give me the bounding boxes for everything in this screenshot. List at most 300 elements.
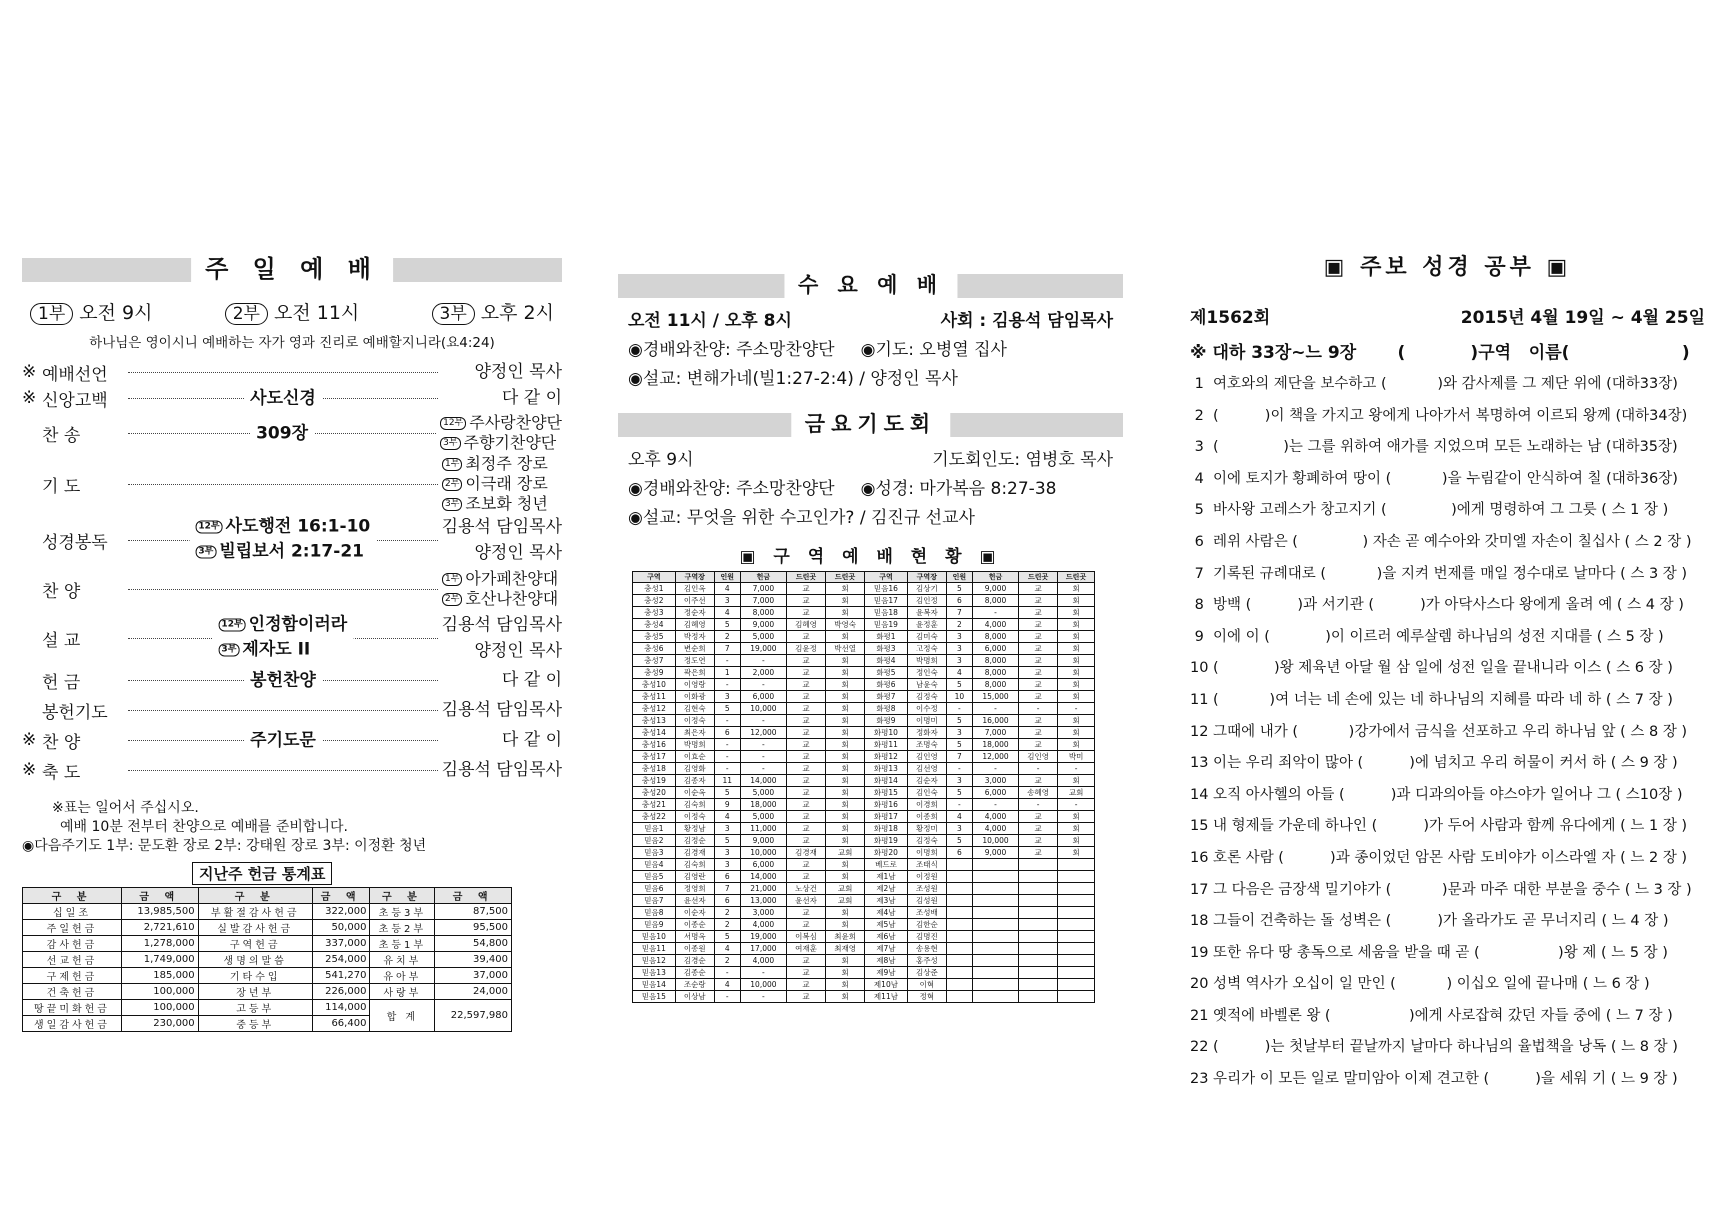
district-cell: 6 xyxy=(714,727,740,739)
district-row xyxy=(633,667,1095,679)
offering-row xyxy=(23,920,512,936)
district-cell: 21,000 xyxy=(740,883,786,895)
district-cell: 박영숙 xyxy=(826,619,865,631)
district-cell: 충성14 xyxy=(633,727,676,739)
district-cell xyxy=(1058,919,1095,931)
district-cell: 7 xyxy=(946,607,972,619)
district-cell: 충성17 xyxy=(633,751,676,763)
offering-cell: 십일조 xyxy=(23,904,122,920)
district-cell: 5 xyxy=(946,739,972,751)
district-cell: 10,000 xyxy=(740,847,786,859)
district-cell: 송용현 xyxy=(907,943,946,955)
district-cell xyxy=(972,859,1018,871)
district-cell: 김한순 xyxy=(907,919,946,931)
district-cell: 4,000 xyxy=(740,955,786,967)
district-header: 구역 xyxy=(633,572,676,583)
district-cell: 제6남 xyxy=(865,931,908,943)
district-cell xyxy=(1019,955,1058,967)
question-item: 8 방백 ( )과 서기관 ( )가 아닥사스다 왕에게 올려 예 ( 스 4 장 ) xyxy=(1190,597,1684,614)
district-cell: 회 xyxy=(826,607,865,619)
leader-text: 아가페찬양대 xyxy=(465,569,559,588)
district-cell: 화평5 xyxy=(865,667,908,679)
offering-cell: 유치부 xyxy=(370,952,435,968)
order-label: 봉헌기도 xyxy=(42,702,108,723)
district-cell: 회 xyxy=(1058,715,1095,727)
district-cell: 3,000 xyxy=(972,775,1018,787)
district-cell: - xyxy=(714,751,740,763)
offering-cell: 13,985,500 xyxy=(121,904,198,920)
district-cell: 회 xyxy=(1058,607,1095,619)
district-cell: 믿음8 xyxy=(633,907,676,919)
order-leader xyxy=(442,697,562,723)
leader-name xyxy=(442,474,562,494)
district-cell: - xyxy=(972,763,1018,775)
district-header: 드린곳 xyxy=(1019,572,1058,583)
leader-dots xyxy=(128,423,436,444)
district-cell: 김인정 xyxy=(907,595,946,607)
district-cell: 충성4 xyxy=(633,619,676,631)
district-cell: 회 xyxy=(826,919,865,931)
district-cell: 회 xyxy=(826,955,865,967)
question-item: 13 이는 우리 죄악이 많아 ( )에 넘치고 우리 허물이 커서 하 ( 스 9 장 ) xyxy=(1190,755,1678,772)
sunday-title: 주 일 예 배 xyxy=(191,254,393,284)
district-row xyxy=(633,691,1095,703)
order-item: 사도신경 xyxy=(244,383,322,408)
district-cell: 박명희 xyxy=(907,655,946,667)
district-row xyxy=(633,871,1095,883)
question-item: 10 ( )왕 제육년 아달 월 삼 일에 성전 일을 끝내니라 이스 ( 스 6 장 ) xyxy=(1190,660,1673,677)
district-cell: 교 xyxy=(1019,631,1058,643)
offering-cell: 50,000 xyxy=(312,920,370,936)
district-cell: 김경순 xyxy=(675,955,714,967)
offering-cell: 건축헌금 xyxy=(23,984,122,1000)
issue-date: 2015년 4월 19일 ~ 4월 25일 xyxy=(1460,308,1705,328)
district-cell: 1 xyxy=(714,667,740,679)
district-cell: 화평17 xyxy=(865,811,908,823)
order-mark: ※ xyxy=(22,362,37,382)
offering-cell: 337,000 xyxy=(312,936,370,952)
order-leader xyxy=(442,727,562,753)
district-cell: 교 xyxy=(1019,679,1058,691)
district-cell: 이혁 xyxy=(907,979,946,991)
wednesday-choir: ◉경배와찬양: 주소망찬양단 xyxy=(628,340,835,360)
order-row xyxy=(22,385,562,411)
leader-dots xyxy=(128,516,438,562)
district-cell: 8,000 xyxy=(972,679,1018,691)
district-cell: 17,000 xyxy=(740,943,786,955)
order-label: 찬 송 xyxy=(42,425,81,446)
district-cell: 회 xyxy=(826,703,865,715)
district-cell: 김명진 xyxy=(907,931,946,943)
order-mark: ※ xyxy=(22,388,37,408)
district-cell xyxy=(1019,931,1058,943)
district-cell: 제8남 xyxy=(865,955,908,967)
district-cell: 송혜영 xyxy=(1019,787,1058,799)
district-row xyxy=(633,715,1095,727)
district-cell: 충성18 xyxy=(633,763,676,775)
district-cell: 이순옥 xyxy=(675,787,714,799)
district-cell: 교 xyxy=(786,727,825,739)
district-cell xyxy=(1019,907,1058,919)
district-cell: 곽은희 xyxy=(675,667,714,679)
district-cell: 6,000 xyxy=(972,787,1018,799)
district-cell: - xyxy=(972,799,1018,811)
district-cell: 18,000 xyxy=(972,739,1018,751)
leader-name xyxy=(442,569,562,589)
district-cell: 정도연 xyxy=(675,655,714,667)
district-title: ▣ 구 역 예 배 현 황 ▣ xyxy=(739,547,1002,567)
question-item: 1 여호와의 제단을 보수하고 ( )와 감사제를 그 제단 위에 (대하33장) xyxy=(1190,376,1678,392)
district-cell: 13,000 xyxy=(740,895,786,907)
order-item xyxy=(195,537,370,562)
question-item: 6 레위 사람은 ( ) 자손 곧 예수아와 갓미엘 자손이 칠십사 ( 스 2 장 ) xyxy=(1190,533,1692,550)
district-row xyxy=(633,787,1095,799)
district-cell: 제2남 xyxy=(865,883,908,895)
district-header: 인원 xyxy=(946,572,972,583)
district-cell: 10,000 xyxy=(740,703,786,715)
friday-time-row xyxy=(628,445,1113,470)
district-row xyxy=(633,835,1095,847)
district-cell xyxy=(1019,919,1058,931)
district-cell: - xyxy=(740,991,786,1003)
district-cell: 교 xyxy=(786,703,825,715)
order-mark: ※ xyxy=(22,730,37,750)
offering-row xyxy=(23,968,512,984)
district-cell: 교회 xyxy=(826,883,865,895)
order-row xyxy=(22,567,562,611)
district-cell: 회 xyxy=(1058,811,1095,823)
district-row xyxy=(633,727,1095,739)
leader-name xyxy=(442,454,562,474)
order-item-text: 인정함이러라 xyxy=(248,614,348,635)
district-cell: 제5남 xyxy=(865,919,908,931)
district-cell xyxy=(1058,979,1095,991)
leader-dots xyxy=(128,371,438,373)
district-cell: 충성3 xyxy=(633,607,676,619)
district-cell: 회 xyxy=(826,811,865,823)
district-cell: 황정미 xyxy=(907,823,946,835)
district-cell: 18,000 xyxy=(740,799,786,811)
district-cell: 김순자 xyxy=(907,775,946,787)
district-cell xyxy=(946,991,972,1003)
offering-cell: 24,000 xyxy=(435,984,512,1000)
district-cell: 충성2 xyxy=(633,595,676,607)
offering-cell: 생명의말씀 xyxy=(198,952,312,968)
district-cell: 김영화 xyxy=(675,763,714,775)
district-cell xyxy=(1019,859,1058,871)
leader-name: 김용석 담임목사 xyxy=(441,615,562,635)
district-header: 드린곳 xyxy=(786,572,825,583)
leader-text: 최정주 장로 xyxy=(465,454,548,473)
district-cell: - xyxy=(1019,799,1058,811)
district-cell: 4 xyxy=(714,811,740,823)
district-cell: 제7남 xyxy=(865,943,908,955)
district-cell: 7,000 xyxy=(972,727,1018,739)
order-item-group xyxy=(189,512,376,562)
district-cell: 이종원 xyxy=(675,943,714,955)
question-item: 11 ( )여 너는 네 손에 있는 네 하나님의 지혜를 따라 네 하 ( 스 7 장 ) xyxy=(1190,691,1673,708)
offering-cell: 생일감사헌금 xyxy=(23,1016,122,1032)
offering-header: 구 분 xyxy=(23,888,122,904)
friday-title: 금요기도회 xyxy=(791,409,950,439)
note-stand: ※표는 일어서 주십시오. xyxy=(52,800,199,816)
part-tag: 3부 xyxy=(218,643,239,656)
district-row xyxy=(633,907,1095,919)
district-cell: 정순자 xyxy=(675,607,714,619)
district-cell: - xyxy=(1019,703,1058,715)
offering-cell: 땅끝미화헌금 xyxy=(23,1000,122,1016)
district-cell: 믿음15 xyxy=(633,991,676,1003)
district-cell: 화평20 xyxy=(865,847,908,859)
district-cell: 김종자 xyxy=(675,775,714,787)
district-cell: 제3남 xyxy=(865,895,908,907)
district-cell: 6 xyxy=(714,895,740,907)
district-cell: 4,000 xyxy=(972,811,1018,823)
notes xyxy=(22,799,562,856)
district-cell: 믿음6 xyxy=(633,883,676,895)
district-cell: 김윤정 xyxy=(786,643,825,655)
district-cell: 화평14 xyxy=(865,775,908,787)
district-cell: 충성16 xyxy=(633,739,676,751)
district-cell: 회 xyxy=(826,859,865,871)
district-cell: 화평3 xyxy=(865,643,908,655)
offering-cell: 구제헌금 xyxy=(23,968,122,984)
offering-cell: 254,000 xyxy=(312,952,370,968)
district-cell: 3 xyxy=(714,691,740,703)
district-cell: 4 xyxy=(946,667,972,679)
order-leader xyxy=(442,385,562,411)
district-cell: 5 xyxy=(946,835,972,847)
sunday-header xyxy=(22,254,562,284)
district-cell: 이수정 xyxy=(907,703,946,715)
question-item: 12 그때에 내가 ( )강가에서 금식을 선포하고 우리 하나님 앞 ( 스 8 장 ) xyxy=(1190,723,1688,740)
offering-header: 금 액 xyxy=(121,888,198,904)
order-leader xyxy=(440,413,562,453)
district-row xyxy=(633,943,1095,955)
district-row xyxy=(633,583,1095,595)
order-item xyxy=(218,635,347,660)
order-row xyxy=(22,755,562,785)
district-cell: 교 xyxy=(1019,823,1058,835)
leader-name xyxy=(440,433,562,453)
district-cell: 회 xyxy=(1058,847,1095,859)
district-cell: 김혜영 xyxy=(675,619,714,631)
district-cell: 김숙희 xyxy=(675,859,714,871)
service-2: 2부 오전 11시 xyxy=(225,298,360,325)
district-cell: 충성11 xyxy=(633,691,676,703)
offering-cell: 부활절감사헌금 xyxy=(198,904,312,920)
order-leader xyxy=(442,514,562,566)
district-cell: 교 xyxy=(786,799,825,811)
offering-cell: 감사헌금 xyxy=(23,936,122,952)
district-cell: 6,000 xyxy=(972,643,1018,655)
leader-dots xyxy=(128,670,438,691)
district-cell: 화평11 xyxy=(865,739,908,751)
district-cell: 7,000 xyxy=(740,583,786,595)
district-cell: 교 xyxy=(786,835,825,847)
district-cell: 박선열 xyxy=(826,643,865,655)
district-cell: 교 xyxy=(786,775,825,787)
leader-name: 양정인 목사 xyxy=(474,641,562,661)
district-cell: 5 xyxy=(946,715,972,727)
district-row xyxy=(633,967,1095,979)
wednesday-time-row xyxy=(628,306,1113,331)
district-cell xyxy=(946,871,972,883)
district-cell: 교회 xyxy=(826,895,865,907)
district-cell: 회 xyxy=(826,583,865,595)
district-cell: 김혜영 xyxy=(786,619,825,631)
district-cell: 화평18 xyxy=(865,823,908,835)
offering-header: 금 액 xyxy=(312,888,370,904)
offering-row xyxy=(23,936,512,952)
district-cell: 믿음3 xyxy=(633,847,676,859)
district-cell: 교 xyxy=(786,991,825,1003)
part-tag: 2부 xyxy=(442,593,462,606)
offering-cell: 95,500 xyxy=(435,920,512,936)
district-row xyxy=(633,631,1095,643)
wednesday-header xyxy=(618,270,1123,300)
friday-header xyxy=(618,409,1123,439)
part-tag: 12부 xyxy=(440,417,466,430)
district-cell: 교 xyxy=(786,679,825,691)
district-cell: 회 xyxy=(826,907,865,919)
district-cell: 믿음7 xyxy=(633,895,676,907)
district-cell: - xyxy=(740,751,786,763)
leader-dots xyxy=(128,614,438,660)
offering-cell: 구역헌금 xyxy=(198,936,312,952)
district-cell: 회 xyxy=(826,655,865,667)
order-leader xyxy=(442,359,562,385)
district-cell: 이상남 xyxy=(675,991,714,1003)
district-cell: 김인숙 xyxy=(907,787,946,799)
leader-name xyxy=(440,413,562,433)
district-cell: 회 xyxy=(826,595,865,607)
district-cell: 6 xyxy=(946,847,972,859)
offering-row xyxy=(23,984,512,1000)
district-cell: 베드로 xyxy=(865,859,908,871)
district-cell: 서명옥 xyxy=(675,931,714,943)
question-item: 20 성벽 역사가 오십이 일 만인 ( ) 이십오 일에 끝나매 ( 느 6 장 ) xyxy=(1190,976,1650,993)
district-cell: 7,000 xyxy=(740,595,786,607)
part-tag: 12부 xyxy=(218,618,245,631)
district-cell: 김정순 xyxy=(675,835,714,847)
district-cell: 교 xyxy=(786,691,825,703)
district-cell: 김경재 xyxy=(786,847,825,859)
district-cell: 이주선 xyxy=(675,595,714,607)
leader-dots xyxy=(128,483,438,485)
district-cell: - xyxy=(972,703,1018,715)
district-row xyxy=(633,607,1095,619)
offering-cell: 22,597,980 xyxy=(435,1000,512,1032)
district-cell: - xyxy=(1058,799,1095,811)
district-cell: - xyxy=(714,655,740,667)
district-cell: 정혁 xyxy=(907,991,946,1003)
district-cell: 교 xyxy=(786,607,825,619)
district-cell: 화평15 xyxy=(865,787,908,799)
district-row xyxy=(633,931,1095,943)
district-cell: 2 xyxy=(714,907,740,919)
district-cell: 믿음12 xyxy=(633,955,676,967)
district-cell: 김상기 xyxy=(907,583,946,595)
district-cell: 회 xyxy=(1058,619,1095,631)
offering-header: 구 분 xyxy=(370,888,435,904)
district-cell: 교 xyxy=(786,979,825,991)
service-tag: 1부 xyxy=(30,303,73,325)
district-cell: 충성19 xyxy=(633,775,676,787)
service-times xyxy=(30,298,554,325)
offering-cell: 100,000 xyxy=(121,1000,198,1016)
district-cell: 교 xyxy=(786,715,825,727)
district-cell: - xyxy=(714,763,740,775)
district-cell: 10,000 xyxy=(972,835,1018,847)
leader-dots xyxy=(128,709,438,711)
district-cell: 9,000 xyxy=(740,835,786,847)
district-cell: 5 xyxy=(714,703,740,715)
district-cell: 황정남 xyxy=(675,823,714,835)
district-cell: 회 xyxy=(826,751,865,763)
district-row xyxy=(633,895,1095,907)
district-cell: 회 xyxy=(1058,679,1095,691)
district-cell: - xyxy=(740,967,786,979)
question-item: 9 이에 이 ( )이 이르러 예루살렘 하나님의 성전 지대를 ( 스 5 장 ) xyxy=(1190,628,1664,645)
order-of-worship xyxy=(22,359,562,785)
district-cell: 16,000 xyxy=(972,715,1018,727)
offering-cell: 226,000 xyxy=(312,984,370,1000)
district-row xyxy=(633,811,1095,823)
district-cell: 교 xyxy=(1019,739,1058,751)
district-cell: 교 xyxy=(786,583,825,595)
district-cell: 믿음1 xyxy=(633,823,676,835)
district-cell: 최재영 xyxy=(826,943,865,955)
service-tag: 3부 xyxy=(432,303,475,325)
leader-dots xyxy=(128,588,438,590)
order-label: 예배선언 xyxy=(42,364,108,385)
district-cell xyxy=(946,859,972,871)
district-cell xyxy=(1058,883,1095,895)
district-cell: 회 xyxy=(826,631,865,643)
district-cell: - xyxy=(946,703,972,715)
district-cell: 6 xyxy=(714,871,740,883)
district-row xyxy=(633,847,1095,859)
district-cell: 교 xyxy=(1019,775,1058,787)
wednesday-prayer: ◉기도: 오병열 집사 xyxy=(860,340,1007,360)
service-1: 1부 오전 9시 xyxy=(30,298,152,325)
offering-cell: 541,270 xyxy=(312,968,370,984)
offering-cell: 114,000 xyxy=(312,1000,370,1016)
service-tag: 2부 xyxy=(225,303,268,325)
offering-cell: 230,000 xyxy=(121,1016,198,1032)
district-cell xyxy=(972,919,1018,931)
order-item: 주기도문 xyxy=(244,725,322,750)
order-row xyxy=(22,695,562,725)
order-leader xyxy=(442,454,562,514)
district-cell: 회 xyxy=(1058,667,1095,679)
district-cell: 2,000 xyxy=(740,667,786,679)
offering-cell: 사랑부 xyxy=(370,984,435,1000)
district-cell xyxy=(972,931,1018,943)
district-header: 드린곳 xyxy=(826,572,865,583)
district-cell: 조성배 xyxy=(907,907,946,919)
district-cell: 9,000 xyxy=(740,619,786,631)
district-cell: 이영랑 xyxy=(675,679,714,691)
district-row xyxy=(633,763,1095,775)
district-row xyxy=(633,991,1095,1003)
offering-cell: 1,749,000 xyxy=(121,952,198,968)
district-cell: 박미 xyxy=(1058,751,1095,763)
offering-header-row xyxy=(23,888,512,904)
offering-row xyxy=(23,952,512,968)
district-cell xyxy=(1058,991,1095,1003)
